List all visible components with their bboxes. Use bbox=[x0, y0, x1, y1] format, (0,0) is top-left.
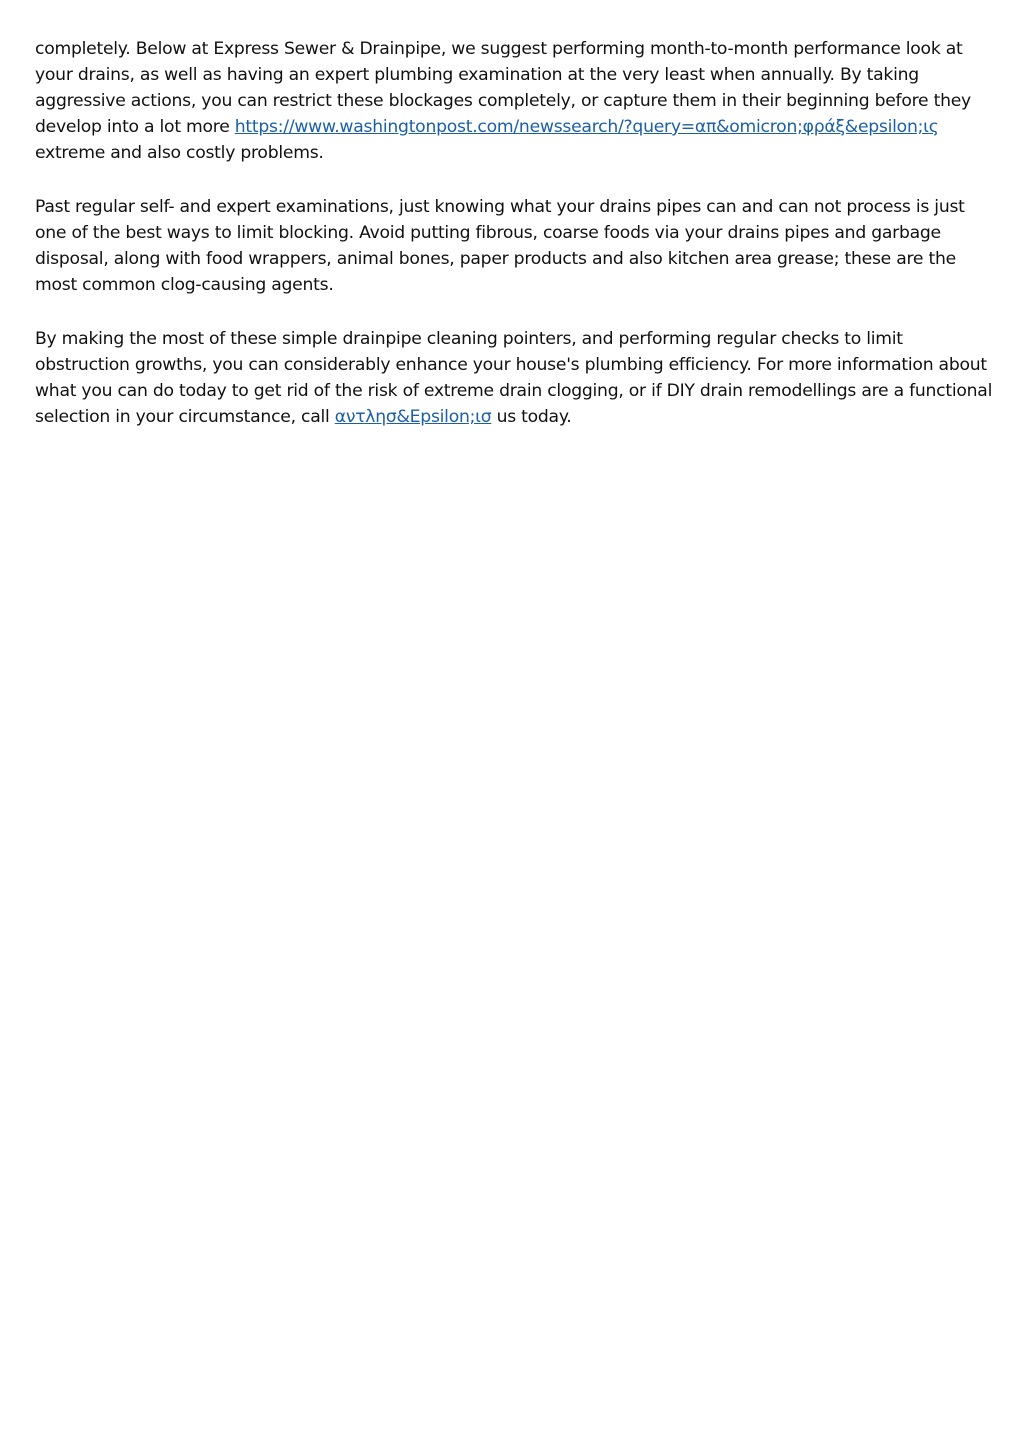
paragraph-maintenance-text-start: completely. Below at Express Sewer & Drainpipe, we suggest performing month-to-month performance look at your drains, as well as having an expert plumbing examination at the very least when annually. By taking aggressive actions, you can restrict these blockages completely, or capture them in their beginning before they develop into a lot more bbox=[35, 39, 971, 137]
paragraph-conclusion-text-end: us today. bbox=[491, 407, 572, 427]
paragraph-maintenance-text-end: extreme and also costly problems. bbox=[35, 143, 324, 163]
paragraph-maintenance bbox=[35, 36, 993, 166]
paragraph-conclusion-text-start: By making the most of these simple drainpipe cleaning pointers, and performing regular checks to limit obstruction growths, you can considerably enhance your house's plumbing efficiency. For more information about what you can do today to get rid of the risk of extreme drain clogging, or if DIY drain remodellings are a functional selection in your circumstance, call bbox=[35, 329, 993, 427]
paragraph-prevention: Past regular self- and expert examinations, just knowing what your drains pipes can and can not process is just one of the best ways to limit blocking. Avoid putting fibrous, coarse foods via your drains pipes and garbage disposal, along with food wrappers, animal bones, paper products and also kitchen area grease; these are the most common clog-causing agents. bbox=[35, 197, 965, 295]
call-link[interactable]: αντλησ&Epsilon;ισ bbox=[334, 407, 492, 427]
washingtonpost-link[interactable]: https://www.washingtonpost.com/newssearch/?query=απ&omicron;φράξ&epsilon;ις bbox=[234, 117, 939, 137]
document-body bbox=[35, 36, 993, 458]
paragraph-conclusion bbox=[35, 326, 993, 430]
